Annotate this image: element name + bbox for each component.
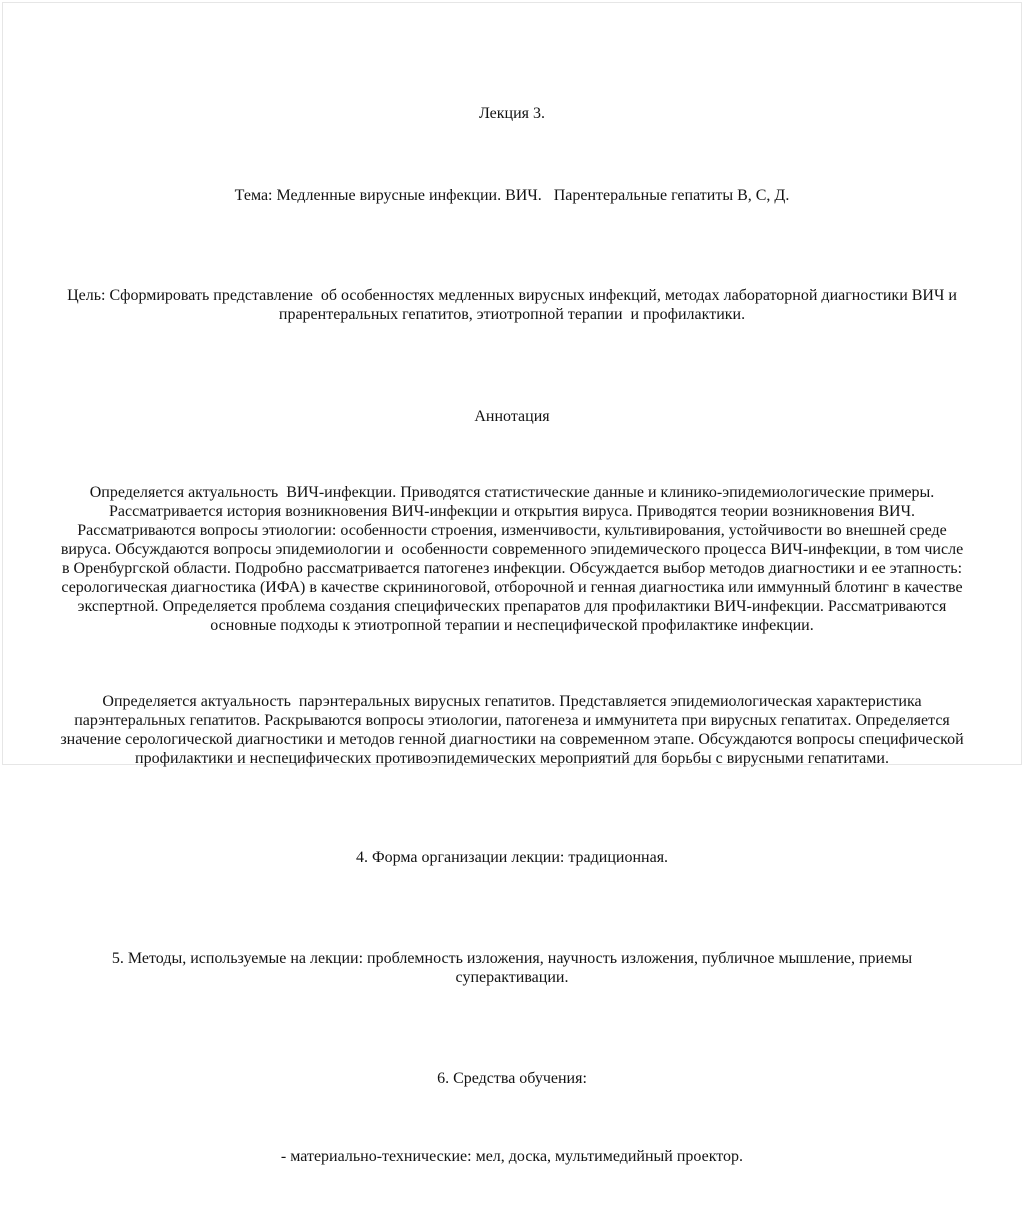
section-teaching-means-item: - материально-технические: мел, доска, мультимедийный проектор. <box>280 1148 744 1165</box>
section-lecture-methods: 5. Методы, используемые на лекции: проблемность изложения, научность изложения, публичное мышление, приемы суперактивации. <box>111 950 917 986</box>
document-content <box>59 3 968 1223</box>
section-lecture-form: 4. Форма организации лекции: традиционная. <box>355 849 669 866</box>
annotation-heading: Аннотация <box>474 408 550 425</box>
lecture-goal: Цель: Сформировать представление об особенностях медленных вирусных инфекций, методах лабораторной диагностики ВИЧ и прарентеральных гепатитов, этиотропной терапии и профилактики. <box>67 287 961 323</box>
section-teaching-means-heading: 6. Средства обучения: <box>437 1070 587 1087</box>
document-page <box>2 2 1022 1165</box>
annotation-paragraph-hepatitis: Определяется актуальность парэнтеральных вирусных гепатитов. Представляется эпидемиологическая характеристика парэнтеральных гепатитов. Раскрываются вопросы этиологии, патогенеза и иммунитета при вирусных гепатитах. Определяется значение серологической диагностики и методов генной диагностики на современном этапе. Обсуждаются вопросы специфической профилактики и неспецифических противоэпидемических мероприятий для борьбы с вирусными гепатитами. <box>60 693 968 767</box>
lecture-title: Лекция 3. <box>478 105 546 122</box>
annotation-paragraph-hiv: Определяется актуальность ВИЧ-инфекции. Приводятся статистические данные и клинико-эпидемиологические примеры. Рассматривается история возникновения ВИЧ-инфекции и открытия вируса. Приводятся теории возникновения ВИЧ. Рассматриваются вопросы этиологии: особенности строения, изменчивости, культивирования, устойчивости во внешней среде вируса. Обсуждаются вопросы эпидемиологии и особенности современного эпидемического процесса ВИЧ-инфекции, в том числе в Оренбургской области. Подробно рассматривается патогенез инфекции. Обсуждается выбор методов диагностики и ее этапность: серологическая диагностика (ИФА) в качестве скрининоговой, отборочной и генная диагностика или иммунный блотинг в качестве экспертной. Определяется проблема создания специфических препаратов для профилактики ВИЧ-инфекции. Рассматриваются основные подходы к этиотропной терапии и неспецифической профилактике инфекции. <box>60 484 968 634</box>
lecture-topic: Тема: Медленные вирусные инфекции. ВИЧ. Парентеральные гепатиты В, С, Д. <box>234 187 790 204</box>
